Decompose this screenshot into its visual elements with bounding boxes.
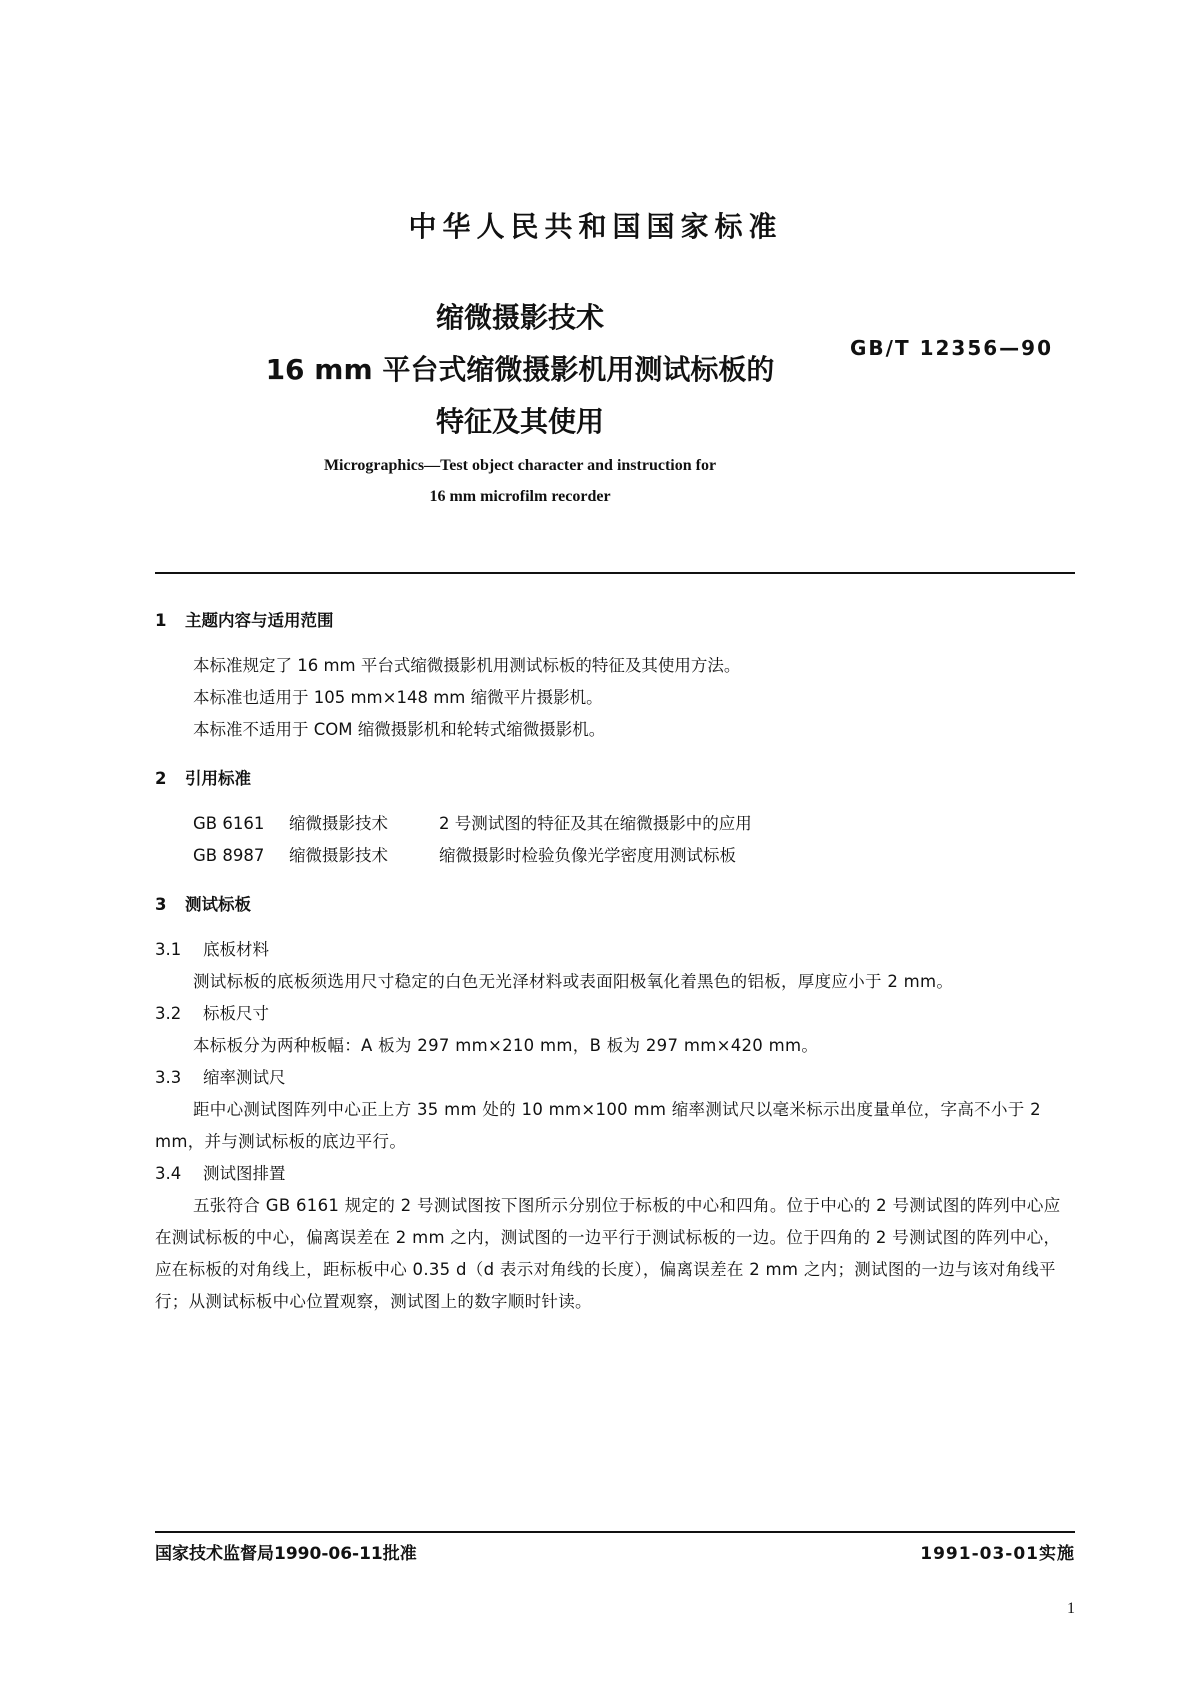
- english-title-line: Micrographics—Test object character and instruction for: [323, 457, 717, 474]
- section-heading: [155, 606, 1075, 636]
- english-title: [200, 450, 840, 512]
- title-line: 16 mm 平台式缩微摄影机用测试标板的: [265, 353, 775, 386]
- subsection-title: 标板尺寸: [203, 1004, 269, 1023]
- section-title: 主题内容与适用范围: [185, 611, 334, 630]
- approval-note: 国家技术监督局1990-06-11批准: [155, 1544, 417, 1564]
- paragraph: 测试标板的底板须选用尺寸稳定的白色无光泽材料或表面阳极氧化着黑色的铝板，厚度应小于 2 mm。: [193, 972, 954, 991]
- title-line: 缩微摄影技术: [435, 301, 604, 334]
- subsection-title: 测试图排置: [203, 1164, 286, 1183]
- section-title: 测试标板: [185, 895, 251, 914]
- reference-row: [155, 840, 1075, 872]
- reference-name: 缩微摄影技术: [289, 814, 388, 833]
- reference-desc: 2 号测试图的特征及其在缩微摄影中的应用: [439, 814, 752, 833]
- top-divider: [155, 572, 1075, 574]
- section-heading: [155, 890, 1075, 920]
- subsection-title: 底板材料: [203, 940, 269, 959]
- implementation-date: 1991-03-01实施: [920, 1544, 1075, 1564]
- national-standard-heading: 中华人民共和国国家标准: [408, 210, 783, 243]
- section-heading: [155, 764, 1075, 794]
- document-body: [155, 606, 1075, 1318]
- paragraph: 距中心测试图阵列中心正上方 35 mm 处的 10 mm×100 mm 缩率测试尺以毫米标示出度量单位，字高不小于 2 mm，并与测试标板的底边平行。: [155, 1100, 1041, 1151]
- reference-code: GB 6161: [193, 814, 265, 833]
- subsection-number: 3.2: [155, 1004, 182, 1023]
- title-line: 特征及其使用: [435, 405, 604, 438]
- subsection-number: 3.4: [155, 1164, 182, 1183]
- paragraph: 本标准规定了 16 mm 平台式缩微摄影机用测试标板的特征及其使用方法。: [193, 656, 741, 675]
- subsection-heading: [155, 998, 1075, 1030]
- subsection-heading: [155, 1158, 1075, 1190]
- section-title: 引用标准: [185, 769, 251, 788]
- reference-code: GB 8987: [193, 846, 265, 865]
- bottom-divider: [155, 1531, 1075, 1533]
- subsection-heading: [155, 934, 1075, 966]
- subsection-number: 3.1: [155, 940, 182, 959]
- section-number: 2: [155, 769, 167, 788]
- paragraph: 本标板分为两种板幅：A 板为 297 mm×210 mm，B 板为 297 mm×420 mm。: [193, 1036, 819, 1055]
- section-number: 1: [155, 611, 167, 630]
- subsection-number: 3.3: [155, 1068, 182, 1087]
- subsection-title: 缩率测试尺: [203, 1068, 286, 1087]
- paragraph: 本标准不适用于 COM 缩微摄影机和轮转式缩微摄影机。: [193, 720, 606, 739]
- english-title-line: 16 mm microfilm recorder: [429, 488, 611, 505]
- chinese-title: [230, 292, 810, 448]
- section-number: 3: [155, 895, 167, 914]
- page-number: 1: [1067, 1600, 1075, 1617]
- reference-name: 缩微摄影技术: [289, 846, 388, 865]
- reference-desc: 缩微摄影时检验负像光学密度用测试标板: [439, 846, 736, 865]
- paragraph: 五张符合 GB 6161 规定的 2 号测试图按下图所示分别位于标板的中心和四角。位于中心的 2 号测试图的阵列中心应在测试标板的中心，偏离误差在 2 mm 之内，测试图的一边平行于测试标板的一边。位于四角的 2 号测试图的阵列中心，应在标板的对角线上，距标板中心 0.35 d（d 表示对角线的长度），偏离误差在 2 mm 之内；测试图的一边与该对角线平行；从测试标板中心位置观察，测试图上的数字顺时针读。: [155, 1196, 1061, 1311]
- paragraph: 本标准也适用于 105 mm×148 mm 缩微平片摄影机。: [193, 688, 603, 707]
- reference-row: [155, 808, 1075, 840]
- standard-number: GB/T 12356—90: [850, 336, 1053, 360]
- subsection-heading: [155, 1062, 1075, 1094]
